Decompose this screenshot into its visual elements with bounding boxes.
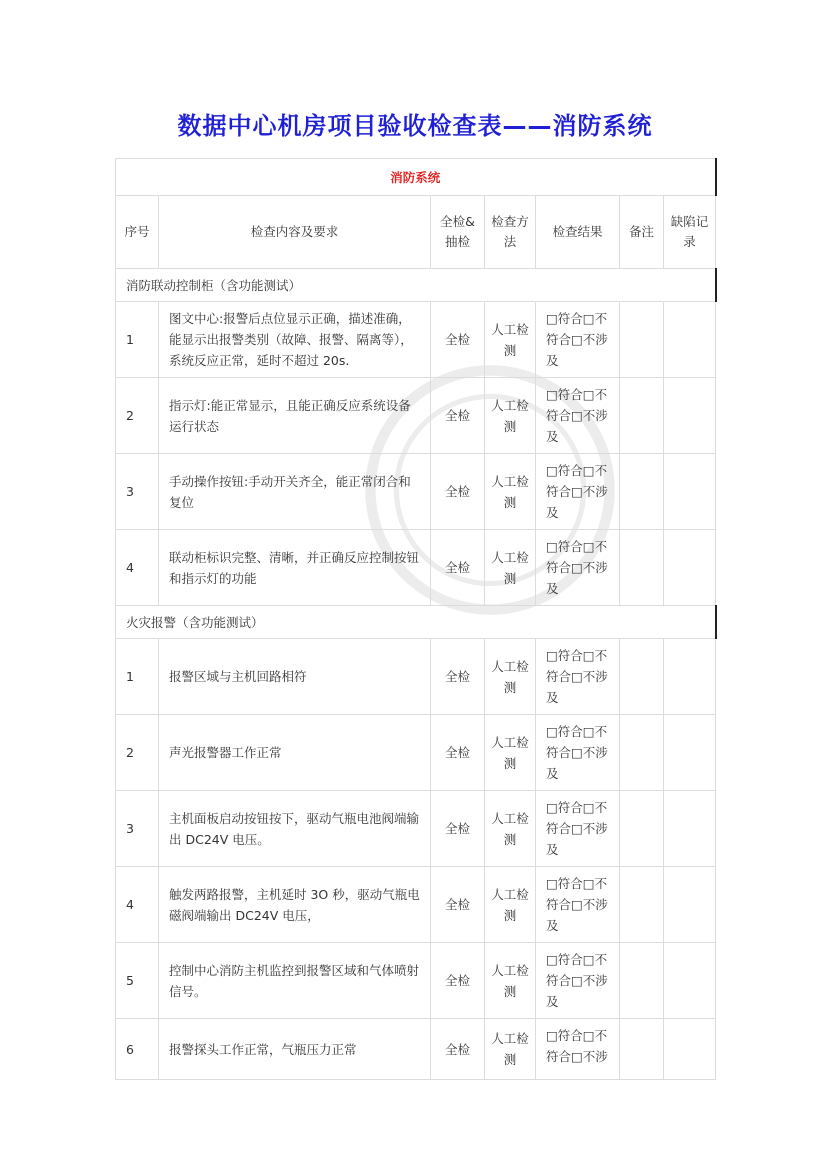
row-result: □符合□不符合□不涉及	[536, 791, 620, 867]
row-content: 主机面板启动按钮按下，驱动气瓶电池阀端输出 DC24V 电压。	[159, 791, 431, 867]
row-defect	[664, 530, 716, 606]
row-result: □符合□不符合□不涉及	[536, 639, 620, 715]
header-defect: 缺陷记录	[664, 196, 716, 269]
row-method: 人工检测	[485, 378, 536, 454]
row-number: 4	[116, 867, 159, 943]
header-content: 检查内容及要求	[159, 196, 431, 269]
row-result: □符合□不符合□不涉及	[536, 715, 620, 791]
table-row	[116, 715, 716, 791]
row-content: 报警探头工作正常，气瓶压力正常	[159, 1019, 431, 1080]
row-number: 2	[116, 378, 159, 454]
row-remark	[620, 302, 664, 378]
row-content: 联动柜标识完整、清晰，并正确反应控制按钮和指示灯的功能	[159, 530, 431, 606]
row-method: 人工检测	[485, 791, 536, 867]
row-remark	[620, 639, 664, 715]
section-header-row	[116, 159, 716, 196]
row-number: 4	[116, 530, 159, 606]
row-defect	[664, 454, 716, 530]
row-mode: 全检	[431, 791, 485, 867]
table-row	[116, 454, 716, 530]
header-no: 序号	[116, 196, 159, 269]
column-header-row	[116, 196, 716, 269]
row-defect	[664, 639, 716, 715]
row-content: 控制中心消防主机监控到报警区域和气体喷射信号。	[159, 943, 431, 1019]
row-defect	[664, 715, 716, 791]
row-remark	[620, 791, 664, 867]
row-method: 人工检测	[485, 1019, 536, 1080]
row-defect	[664, 302, 716, 378]
table-row	[116, 791, 716, 867]
row-defect	[664, 867, 716, 943]
header-method: 检查方法	[485, 196, 536, 269]
row-number: 2	[116, 715, 159, 791]
row-mode: 全检	[431, 867, 485, 943]
row-result: □符合□不符合□不涉及	[536, 943, 620, 1019]
row-number: 1	[116, 302, 159, 378]
row-mode: 全检	[431, 639, 485, 715]
table-row	[116, 943, 716, 1019]
row-mode: 全检	[431, 302, 485, 378]
row-number: 6	[116, 1019, 159, 1080]
table-row	[116, 302, 716, 378]
row-method: 人工检测	[485, 943, 536, 1019]
row-mode: 全检	[431, 530, 485, 606]
row-result: □符合□不符合□不涉及	[536, 867, 620, 943]
row-mode: 全检	[431, 454, 485, 530]
row-result: □符合□不符合□不涉及	[536, 454, 620, 530]
row-remark	[620, 378, 664, 454]
row-method: 人工检测	[485, 302, 536, 378]
row-method: 人工检测	[485, 867, 536, 943]
group-title: 消防联动控制柜（含功能测试）	[116, 269, 716, 302]
row-remark	[620, 943, 664, 1019]
row-method: 人工检测	[485, 454, 536, 530]
row-mode: 全检	[431, 715, 485, 791]
table-row	[116, 378, 716, 454]
row-mode: 全检	[431, 1019, 485, 1080]
row-result: □符合□不符合□不涉及	[536, 530, 620, 606]
page-title: 数据中心机房项目验收检查表——消防系统	[177, 112, 653, 140]
group-header-row	[116, 606, 716, 639]
row-remark	[620, 1019, 664, 1080]
row-content: 触发两路报警，主机延时 3O 秒，驱动气瓶电磁阀端输出 DC24V 电压，	[159, 867, 431, 943]
row-defect	[664, 378, 716, 454]
inspection-table	[115, 158, 717, 1080]
row-remark	[620, 715, 664, 791]
row-mode: 全检	[431, 378, 485, 454]
row-content: 指示灯:能正常显示，且能正确反应系统设备运行状态	[159, 378, 431, 454]
header-result: 检查结果	[536, 196, 620, 269]
row-method: 人工检测	[485, 639, 536, 715]
row-result: □符合□不符合□不涉及	[536, 302, 620, 378]
row-number: 1	[116, 639, 159, 715]
row-mode: 全检	[431, 943, 485, 1019]
row-remark	[620, 454, 664, 530]
group-title: 火灾报警（含功能测试）	[116, 606, 716, 639]
row-method: 人工检测	[485, 715, 536, 791]
row-content: 手动操作按钮:手动开关齐全，能正常闭合和复位	[159, 454, 431, 530]
row-result: □符合□不符合□不涉及	[536, 378, 620, 454]
row-content: 报警区域与主机回路相符	[159, 639, 431, 715]
row-number: 3	[116, 454, 159, 530]
row-remark	[620, 530, 664, 606]
row-content: 声光报警器工作正常	[159, 715, 431, 791]
row-defect	[664, 943, 716, 1019]
table-row	[116, 530, 716, 606]
row-result: □符合□不符合□不涉	[536, 1019, 620, 1080]
row-number: 3	[116, 791, 159, 867]
row-defect	[664, 1019, 716, 1080]
row-method: 人工检测	[485, 530, 536, 606]
header-mode: 全检&抽检	[431, 196, 485, 269]
row-number: 5	[116, 943, 159, 1019]
row-defect	[664, 791, 716, 867]
section-title: 消防系统	[116, 159, 716, 196]
group-header-row	[116, 269, 716, 302]
table-row	[116, 867, 716, 943]
row-remark	[620, 867, 664, 943]
table-row	[116, 1019, 716, 1080]
header-remark: 备注	[620, 196, 664, 269]
table-row	[116, 639, 716, 715]
row-content: 图文中心:报警后点位显示正确，描述准确，能显示出报警类别（故障、报警、隔离等），系统反应正常，延时不超过 20s.	[159, 302, 431, 378]
